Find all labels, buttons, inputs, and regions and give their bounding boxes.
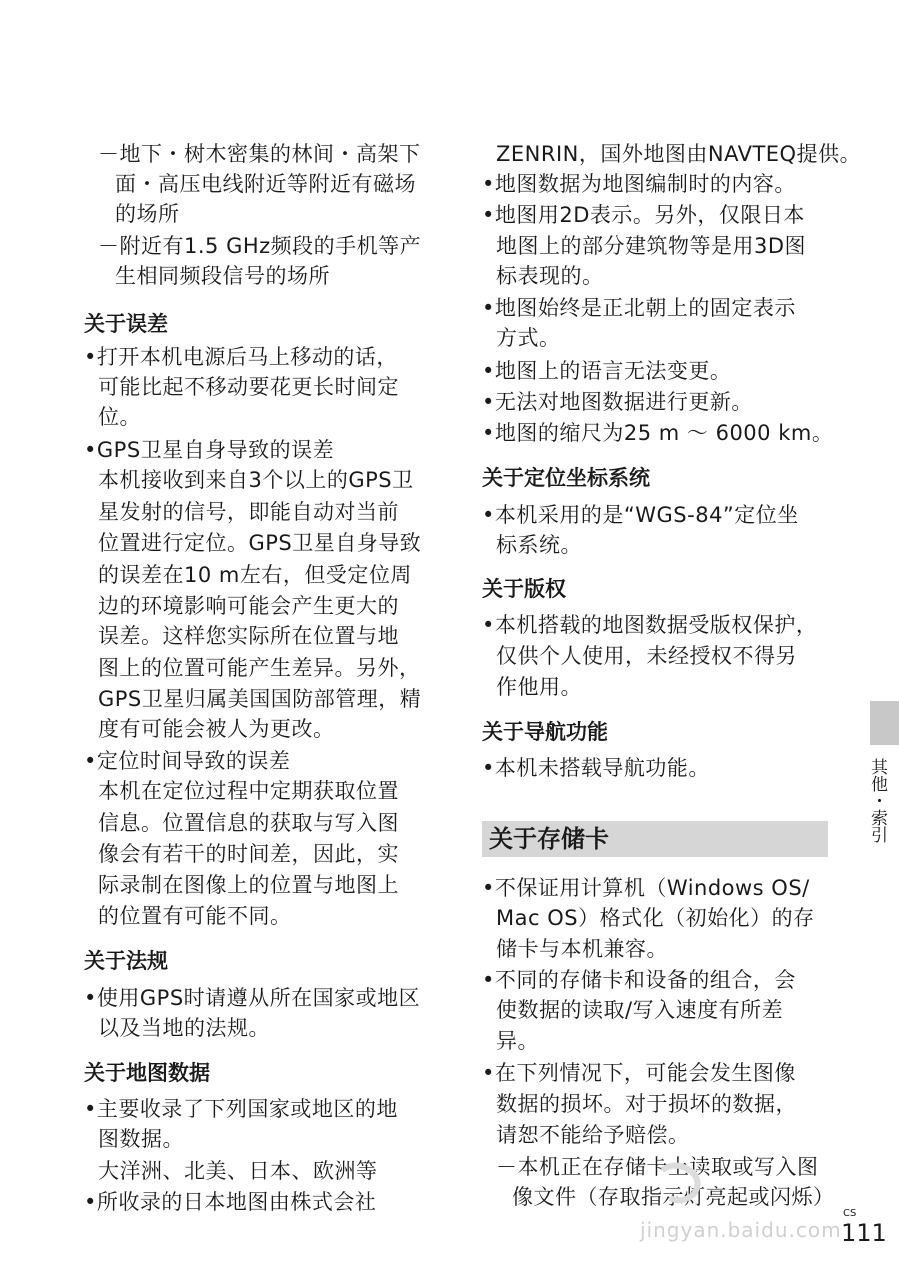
text-line: 地图上的部分建筑物等是用3D图 [496,234,807,258]
text-line: •不保证用计算机（Windows OS/ [482,876,810,900]
text-line: 信息。位置信息的获取与写入图 [98,811,399,835]
side-index-tab [870,701,899,745]
section-heading: 关于误差 [84,312,168,336]
text-line: GPS卫星归属美国国防部管理，精 [98,687,422,711]
text-line: 标系统。 [496,533,582,557]
text-line: 以及当地的法规。 [98,1016,270,1040]
text-line: 度有可能会被人为更改。 [98,717,335,741]
text-line: 际录制在图像上的位置与地图上 [98,873,399,897]
text-line: •地图上的语言无法变更。 [482,359,732,383]
text-line: 本机在定位过程中定期获取位置 [98,779,399,803]
text-line: 的误差在10 m左右，但受定位周 [98,563,412,587]
section-heading: 关于版权 [482,577,566,601]
text-line: 面・高压电线附近等附近有磁场 [115,172,416,196]
text-line: •在下列情况下，可能会发生图像 [482,1061,796,1085]
text-line: Mac OS）格式化（初始化）的存 [496,906,815,930]
text-line: 的场所 [115,202,180,226]
text-line: •地图的缩尺为25 m ～ 6000 km。 [482,421,834,445]
text-line: 储卡与本机兼容。 [496,937,668,961]
text-line: 作他用。 [496,675,582,699]
text-line: 像文件（存取指示灯亮起或闪烁） [512,1185,835,1209]
text-line: 误差。这样您实际所在位置与地 [98,624,399,648]
text-line: 标表现的。 [496,264,604,288]
text-line: 方式。 [496,326,561,350]
text-line: •本机采用的是“WGS-84”定位坐 [482,503,799,527]
text-line: 位。 [98,405,141,429]
text-line: 请恕不能给予赔偿。 [496,1123,690,1147]
text-line: 本机接收到来自3个以上的GPS卫 [98,468,414,492]
text-line: ZENRIN，国外地图由NAVTEQ提供。 [496,142,862,166]
side-index-label: 其他・索引 [867,758,887,843]
section-heading: 关于地图数据 [84,1061,210,1085]
text-line: •本机搭载的地图数据受版权保护， [482,613,818,637]
text-line: 生相同频段信号的场所 [115,264,330,288]
watermark-text: jingyan.baidu.com [640,1218,842,1242]
text-line: 大洋洲、北美、日本、欧洲等 [98,1159,378,1183]
text-line: •地图数据为地图编制时的内容。 [482,172,796,196]
section-heading: 关于导航功能 [482,720,608,744]
text-line: 像会有若干的时间差，因此，实 [98,842,399,866]
section-heading: 关于法规 [84,949,168,973]
text-line: •无法对地图数据进行更新。 [482,390,753,414]
text-line: 图数据。 [98,1127,184,1151]
text-line: 位置进行定位。GPS卫星自身导致 [98,531,422,555]
text-line: •地图始终是正北朝上的固定表示 [482,296,796,320]
text-line: •打开本机电源后马上移动的话， [84,345,398,369]
text-line: 数据的损坏。对于损坏的数据， [496,1092,797,1116]
text-line: 星发射的信号，即能自动对当前 [98,500,399,524]
text-line: 图上的位置可能产生差异。另外， [98,656,421,680]
text-line: －附近有1.5 GHz频段的手机等产 [98,234,422,258]
text-line: －地下・树木密集的林间・高架下 [98,142,421,166]
text-line: •地图用2D表示。另外，仅限日本 [482,203,805,227]
text-line: 仅供个人使用，未经授权不得另 [496,644,797,668]
text-line: －本机正在存储卡上读取或写入图 [496,1155,819,1179]
text-line: 的位置有可能不同。 [98,904,292,928]
text-line: •GPS卫星自身导致的误差 [84,438,335,462]
page-language-code: CS [843,1208,857,1219]
page-number: 111 [841,1219,887,1247]
text-line: •本机未搭载导航功能。 [482,756,710,780]
text-line: •使用GPS时请遵从所在国家或地区 [84,986,421,1010]
text-line: •所收录的日本地图由株式会社 [84,1190,377,1214]
text-line: 边的环境影响可能会产生更大的 [98,594,399,618]
text-line: 异。 [496,1029,539,1053]
text-line: •主要收录了下列国家或地区的地 [84,1097,398,1121]
text-line: 使数据的读取/写入速度有所差 [496,998,784,1022]
text-line: •定位时间导致的误差 [84,749,291,773]
text-line: 可能比起不移动要花更长时间定 [98,375,399,399]
text-line: •不同的存储卡和设备的组合，会 [482,968,796,992]
section-heading: 关于定位坐标系统 [482,466,650,490]
section-bar-title: 关于存储卡 [489,825,609,853]
